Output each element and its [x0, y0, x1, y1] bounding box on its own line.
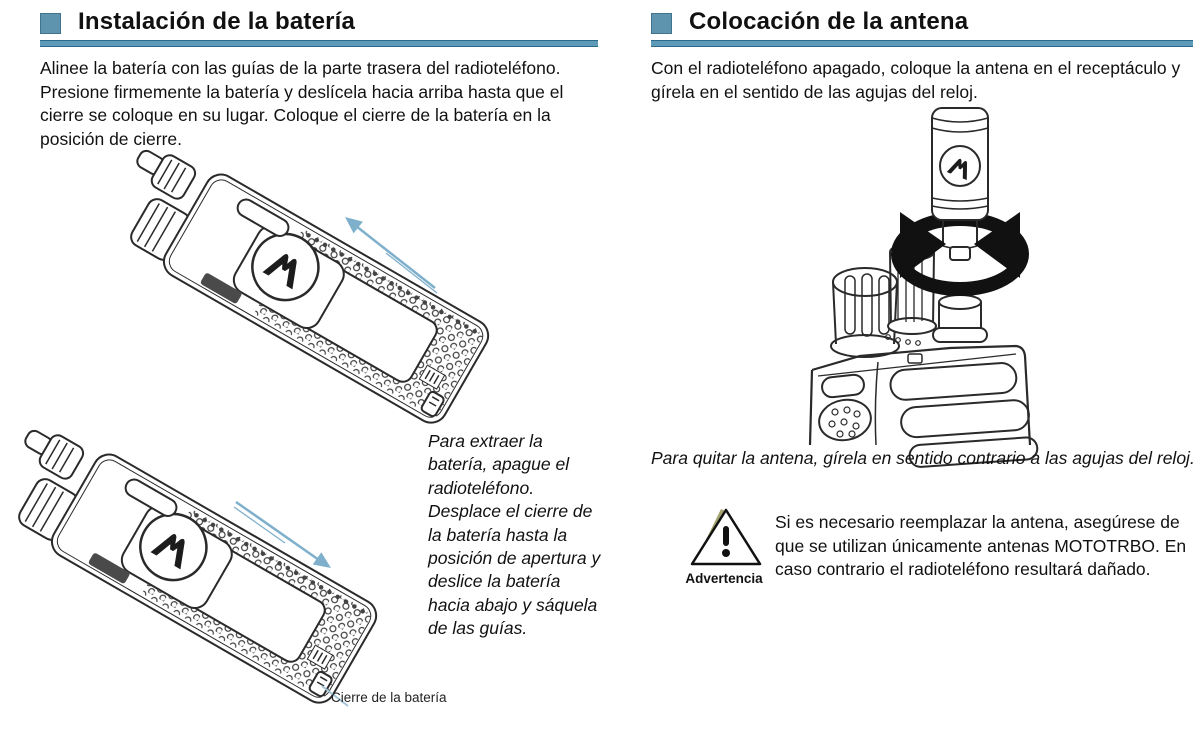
antenna-section-header	[651, 8, 1193, 36]
battery-section	[40, 8, 598, 151]
antenna-title: Colocación de la antena	[689, 8, 969, 35]
page-title: Instalación de la batería	[78, 8, 356, 35]
antenna-art	[932, 108, 988, 260]
warning-text: Si es necesario reemplazar la antena, asegúrese de que se utilizan únicamente antenas MOTOTRBO. En caso contrario el radioteléfono resultará dañado.	[775, 512, 1187, 579]
section-divider	[651, 40, 1193, 47]
section-divider	[40, 40, 598, 47]
warning-icon	[688, 506, 764, 568]
antenna-section	[651, 8, 1193, 104]
battery-intro-text: Alinee la batería con las guías de la parte trasera del radioteléfono. Presione firmemente la batería y deslícela hacia arriba hasta que el cierre se coloque en su lugar. Coloque el cierre de la batería en la posición de cierre.	[40, 58, 564, 149]
battery-remove-note: Para extraer la batería, apague el radioteléfono. Desplace el cierre de la batería hasta la posición de apertura y deslice la batería hacia abajo y sáquela de las guías.	[428, 431, 601, 639]
antenna-remove-note: Para quitar la antena, gírela en sentido contrario a las agujas del reloj.	[651, 448, 1195, 468]
battery-install-figure	[138, 150, 550, 428]
antenna-attach-figure	[660, 104, 1200, 449]
battery-latch-caption: Cierre de la batería	[331, 690, 447, 705]
section-bullet-icon	[40, 13, 61, 34]
battery-section-header	[40, 8, 598, 36]
section-bullet-icon	[651, 13, 672, 34]
antenna-intro-text: Con el radioteléfono apagado, coloque la antena en el receptáculo y gírela en el sentido de las agujas del reloj.	[651, 58, 1181, 102]
battery-remove-figure	[26, 430, 476, 726]
warning-label: Advertencia	[685, 571, 763, 586]
